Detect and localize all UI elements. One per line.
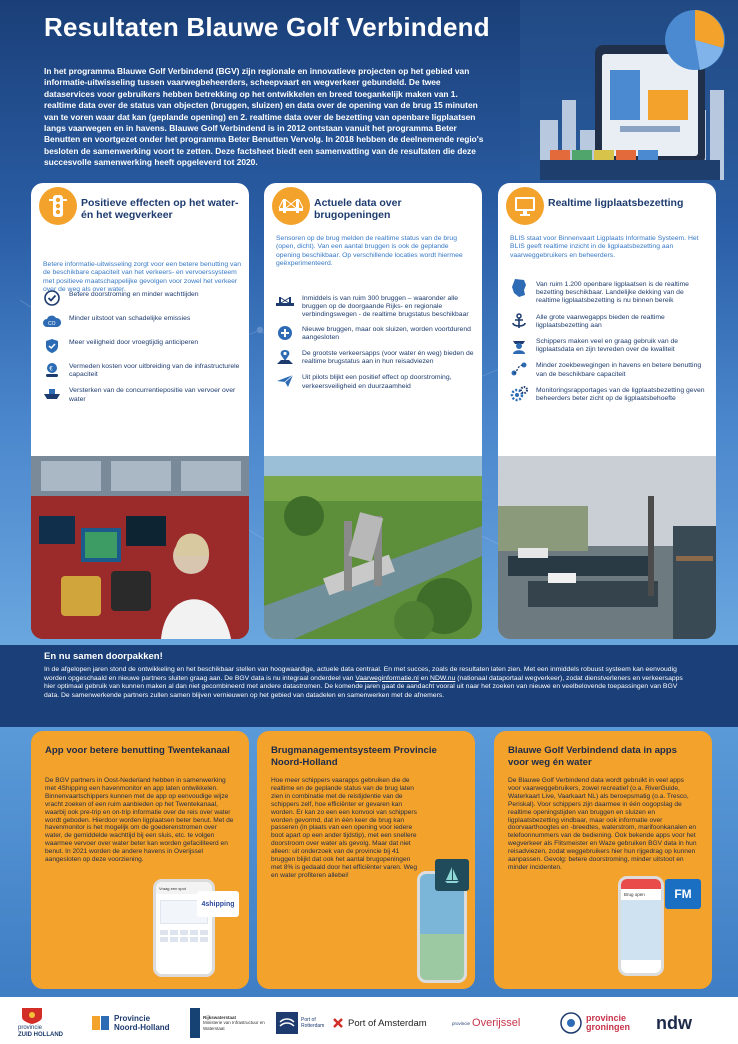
phone-header: Brug open <box>624 892 645 897</box>
map-pin-icon <box>274 348 296 366</box>
case-noord-holland <box>257 731 475 989</box>
plus-circle-icon <box>274 324 296 342</box>
svg-text:CO: CO <box>48 321 56 327</box>
list-item-text: Uit pilots blijkt een positief effect op doorstroming, verkeersveiligheid en duurzaamheid <box>302 374 452 390</box>
ndw-link[interactable]: NDW.nu <box>430 674 456 682</box>
case-apps <box>494 731 712 989</box>
4shipping-logo: 4shipping <box>197 891 239 917</box>
list-item <box>41 289 241 307</box>
list-item <box>274 324 474 342</box>
case-title: Blauwe Golf Verbindend data in apps voor weg én water <box>508 745 677 768</box>
list-item <box>274 293 474 320</box>
list-item <box>508 385 708 403</box>
list-item <box>41 361 241 379</box>
case-title: Brugmanagementsysteem Provincie Noord-Holland <box>271 745 437 768</box>
list-item-text: Alle grote vaarwegapps bieden de realtime ligplaatsbezetting aan <box>536 313 665 329</box>
cases-section <box>0 727 738 997</box>
logo-line: groningen <box>586 1022 630 1032</box>
card-ligplaatsbezetting <box>498 183 716 639</box>
list-item <box>41 337 241 355</box>
hero-illustration <box>500 0 738 200</box>
benefit-list <box>41 289 241 410</box>
intro-text: In het programma Blauwe Golf Verbindend (BGV) zijn regionale en innovatieve projecten op het gebied van informatie-uitwisseling tussen vaarwegbeheerders, scheepvaart en wegverkeer gebundeld. De twee dataservices voor gebruikers hebben betrekking op het ontwikkelen en breed toegankelijk maken van 1. realtime data over de status van objecten (bruggen, sluizen) en data over de opening van de brug 15 minuten van te voren waar dat kan (geplande opening) en 2. realtime data over de bezetting van openbare ligplaatsen langs vaarwegen en in havens. Blauwe Golf Verbindend is in 2012 ontstaan vanuit het programma Beter Benutten en voortgezet onder het programma Beter Benutten Vervolg. In 2018 hebben de deelnemende regio's besloten de samenwerking voort te zetten. Deze factsheet biedt een samenvatting van de resultaten die deze succesvolle samenwerking heeft opgeleverd tot 2020. <box>44 66 484 168</box>
vaarweginformatie-link[interactable]: Vaarweginformatie.nl <box>355 674 419 682</box>
netherlands-map-icon <box>508 279 530 297</box>
text-part: In de afgelopen jaren stond de ontwikkeling en het beschikbaar stellen van hoogwaardige, actuele data centraal. En met succes, zoals de resultaten laten zien. Met een inmiddels robuust systeem kan eenvoudig worden opgeschaald en nieuwe partners sluiten graag aan. De BGV data is nu integraal onderdeel van <box>44 666 677 682</box>
list-item-text: Monitoringsrapportages van de ligplaatsbezetting geven beheerders beter zicht op de ligplaatsbehoefte <box>536 386 705 403</box>
svg-text:€: € <box>49 366 53 373</box>
card-title: Realtime ligplaatsbezetting <box>548 197 684 209</box>
list-item-text: Vermeden kosten voor uitbreiding van de infrastructurele capaciteit <box>69 363 240 379</box>
logo-rijkswaterstaat <box>190 1007 267 1039</box>
logo-zuid-holland <box>18 1007 63 1039</box>
logo-line: provincie <box>452 1020 471 1026</box>
logo-line: Noord-Holland <box>114 1023 170 1032</box>
list-item-text: Minder zoekbewegingen in havens en betere benutting van de beschikbare capaciteit <box>536 362 702 378</box>
list-item <box>41 313 241 331</box>
logo-line: Port of Amsterdam <box>348 1017 427 1029</box>
logo-line: ndw <box>656 1012 692 1033</box>
logo-line: Provincie <box>114 1014 151 1023</box>
logo-line: ZUID HOLLAND <box>18 1032 63 1038</box>
logo-line: Overijssel <box>472 1017 521 1029</box>
monitor-icon <box>506 187 544 225</box>
logo-overijssel <box>452 1007 520 1039</box>
gears-icon <box>508 385 530 403</box>
sailboat-icon <box>435 859 469 891</box>
logo-ndw <box>656 1007 692 1039</box>
case-text: Hoe meer schippers vaarapps gebruiken die de realtime en de geplande status van de brug laten zien in combinatie met de reistijdentie van de schippers zelf, hoe efficiënter er gevaren kan worden. Er kan zo een een konvooi van schippers worden gevormd, dat in één keer de brug kan passeren (in plaats van een opening voor iedere boot apart op een ander tijdstip), met een snellere doorstroom over water als gevolg. Maar dat niet alleen: uit onderzoek van de provincie bij 41 bruggen blijkt dat ook het aantal brugopeningen met 8% is gedaald door het efficiënter varen. Weg en water profiteren allebei! <box>271 777 418 879</box>
harbour-photo <box>498 456 716 639</box>
card-title: Positieve effecten op het water- én het wegverkeer <box>81 197 239 221</box>
list-item-text: Betere doorstroming en minder wachttijden <box>69 291 199 298</box>
co2-cloud-icon <box>41 313 63 331</box>
wheelhouse-photo <box>31 456 249 639</box>
logo-noord-holland <box>92 1007 170 1039</box>
list-item <box>508 312 708 330</box>
logo-line: Rijkswaterstaat <box>203 1014 237 1020</box>
list-item-text: Nieuwe bruggen, maar ook sluizen, worden voortdurend aangesloten <box>302 325 471 341</box>
bridge-photo <box>264 456 482 639</box>
ship-icon <box>41 385 63 403</box>
logo-groningen <box>560 1007 630 1039</box>
card-brugopeningen <box>264 183 482 639</box>
benefit-list <box>508 279 708 409</box>
text-part: (nationaal dataportaal wegverkeer), zodat dienstverleners en verkeersapps hier optimaal gebruik van kunnen maken al dan niet gecombineerd met andere datastromen. De komende jaren gaat de aandacht vooral uit naar het zoeken van nieuwe en veelbelovende toepassingen van BGV data. De samenwerkende partners zullen samen blijven vernieuwen op het gebied van datadelen en samenwerken met de afnemers. <box>44 674 683 699</box>
flitsmeister-logo: FM <box>665 879 701 909</box>
benefit-list <box>274 293 474 397</box>
list-item-text: Schippers maken veel en graag gebruik van de ligplaatsdata en zijn tevreden over de kwaliteit <box>536 338 679 354</box>
captain-icon <box>508 336 530 354</box>
text-part: en <box>418 674 431 682</box>
partner-logos <box>0 997 738 1044</box>
section-title: En nu samen doorpakken! <box>44 651 163 662</box>
list-item <box>508 279 708 306</box>
card-positieve-effecten <box>31 183 249 639</box>
list-item <box>274 372 474 390</box>
list-item-text: De grootste verkeersapps (voor water én weg) bieden de realtime brugstatus aan in hun reisadviezen <box>302 350 474 366</box>
card-lead: Sensoren op de brug melden de realtime status van de brug (open, dicht). Van een aantal bruggen is ook de geplande opening beschikbaar. Op verschillende locaties wordt hiermee geëxperimenteerd. <box>276 235 463 268</box>
case-text: De Blauwe Golf Verbindend data wordt gebruikt in veel apps voor vaarweggebruikers, zowel recreatief (o.a. RiverGuide, Waterkaart Live, Vaarkaart NL) als beroepsmatig (o.a. Tresco, Periskal). Voor schippers zijn daarmee in één oogopslag de realtime openingstijden van bruggen en sluizen en ligplaatsbezetting vindbaar, maar ook informatie over doorvaarthoogtes en -breedtes, waterstrom, marifoonkanalen en telefoonnummers van de bediening. Ook bekende apps voor het wegverkeer als Flitsmeister en Waze gebruiken BGV data in hun reisadviezen, zodat weggebruikers hier hun rijgedrag op kunnen aanpassen. Gevolg: betere doorstroming, minder uitstoot en minder incidenten. <box>508 777 697 871</box>
logo-line: provincie <box>586 1013 627 1023</box>
list-item <box>508 360 708 378</box>
card-lead: BLIS staat voor Binnenvaart Ligplaats Informatie Systeem. Het BLIS geeft realtime inzicht in de ligplaatsbezetting aan vaarweggebruikers en beheerders. <box>510 235 699 259</box>
bridge-small-icon <box>274 293 296 311</box>
case-text: De BGV partners in Oost-Nederland hebben in samenwerking met 4Shipping een havenmonitor en app laten ontwikkelen. Binnenvaartschippers kunnen met de app op eenvoudige wijze vracht zoeken of een ruim aanbieden op het Twentekanaal, waarbij ook pre-trip en on-trip informatie over de reis over water wordt geboden. Hierdoor worden ligplaatsen beter benut. Met de havenmonitor is het mogelijk om de goederenstromen over water, de gemiddelde wachttijd bij een sluis, etc. te volgen waarmee vervoer over water beter kan worden gefaciliteerd en benut. In 2021 worden de andere havens in Overijssel aangesloten op deze voorziening. <box>45 777 234 864</box>
logo-line: Rotterdam <box>301 1023 325 1029</box>
traffic-light-icon <box>39 187 77 225</box>
list-item-text: Minder uitstoot van schadelijke emissies <box>69 315 191 322</box>
euro-hand-icon <box>41 361 63 379</box>
case-title: App voor betere benutting Twentekanaal <box>45 745 230 756</box>
list-item-text: Inmiddels is van ruim 300 bruggen – waaronder alle bruggen op de doorgaande Rijks- en regionale verbindingswegen - de realtime brugstatus beschikbaar <box>302 295 469 319</box>
shield-check-icon <box>41 337 63 355</box>
samen-section <box>0 645 738 727</box>
logo-line: Port of <box>301 1017 316 1023</box>
section-text <box>44 666 694 700</box>
list-item <box>274 348 474 366</box>
card-lead: Betere informatie-uitwisseling zorgt voor een betere benutting van de beschikbare capaciteit van het verkeers- en vervoerssysteem met positieve maatschappelijke gevolgen voor zowel het verkeer over de weg als over water. <box>43 261 241 294</box>
logo-port-amsterdam <box>332 1007 427 1039</box>
check-icon <box>41 289 63 307</box>
bridge-icon <box>272 187 310 225</box>
list-item-text: Meer veiligheid door vroegtijdig anticiperen <box>69 339 199 346</box>
logo-port-rotterdam <box>276 1007 324 1039</box>
list-item <box>41 385 241 403</box>
case-twentekanaal <box>31 731 249 989</box>
logo-line: Ministerie van Infrastructuur en Waterstaat <box>203 1020 265 1031</box>
anchor-icon <box>508 312 530 330</box>
phone-header: Vraag een spot <box>156 882 212 894</box>
route-icon <box>508 360 530 378</box>
paper-plane-icon <box>274 372 296 390</box>
list-item-text: Van ruim 1.200 openbare ligplaatsen is de realtime bezetting beschikbaar. Landelijke dekking van de realtime ligplaatsbezetting is nu binnen bereik <box>536 281 689 305</box>
page-title: Resultaten Blauwe Golf Verbindend <box>44 12 490 42</box>
list-item-text: Versterken van de concurrentiepositie van vervoer over water <box>69 387 236 403</box>
list-item <box>508 336 708 354</box>
card-title: Actuele data over brugopeningen <box>314 197 402 221</box>
phone-mockup <box>618 876 664 976</box>
logo-line: provincie <box>18 1025 43 1031</box>
